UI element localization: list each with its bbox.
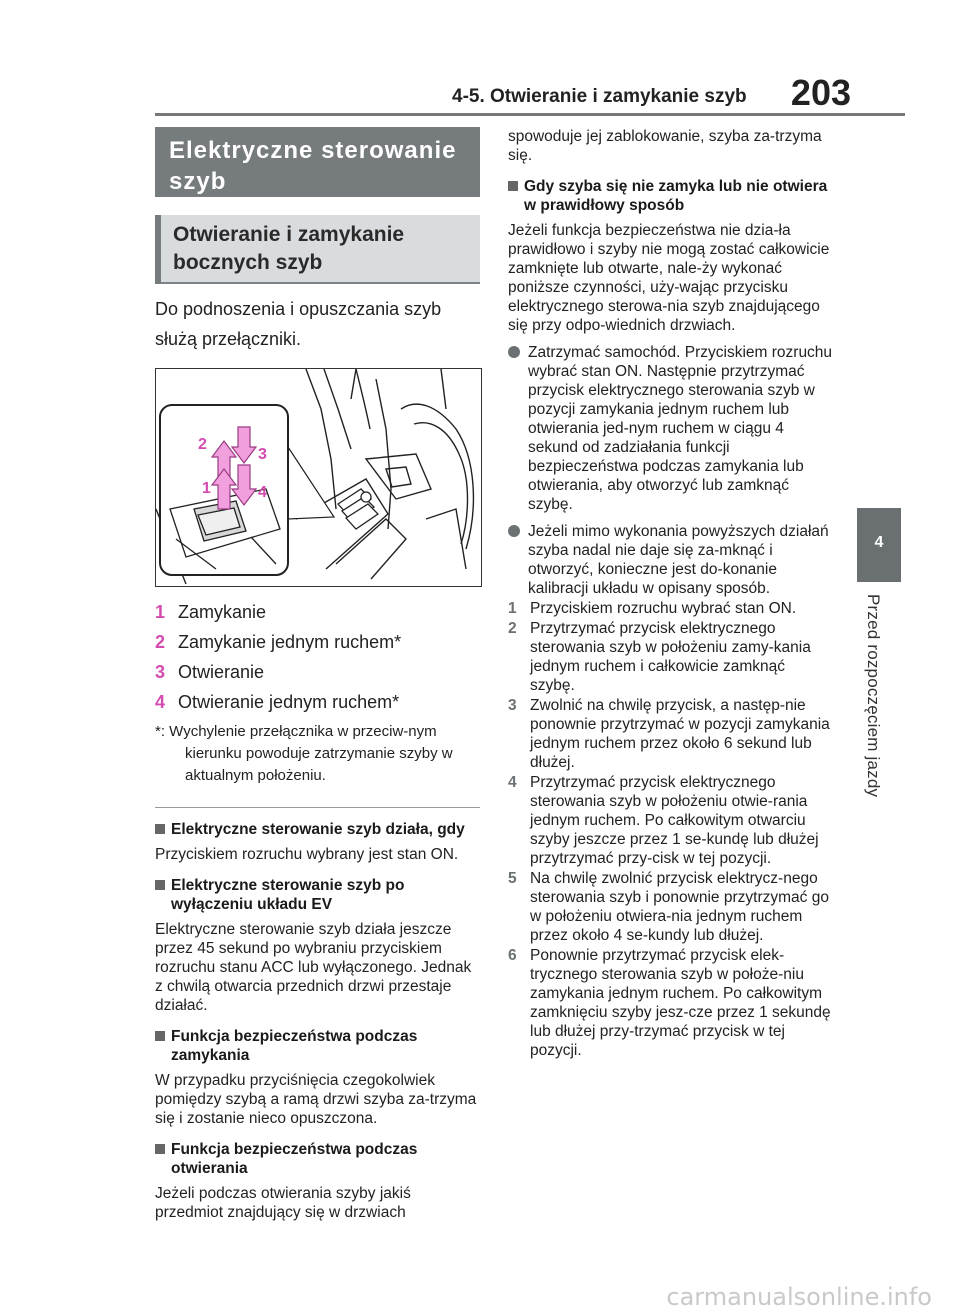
footnote: *: Wychylenie przełącznika w przeciw-nym kierunku powoduje zatrzymanie szyby w aktualnym położeniu. (155, 723, 453, 784)
figure-label-3: 3 (258, 446, 267, 463)
note-heading: Funkcja bezpieczeństwa podczas zamykania (155, 1027, 480, 1065)
chapter-heading: Elektryczne sterowanie szyb (155, 127, 480, 197)
chapter-number: 4 (874, 534, 884, 551)
legend-item: 3 Otwieranie (155, 662, 265, 682)
bullet-item: Jeżeli mimo wykonania powyższych działań szyba nadal nie daje się za-mknąć i otworzyć, konieczne jest do-konanie kalibracji układu w opisany sposób. (508, 522, 833, 598)
chapter-tab (857, 508, 901, 582)
note-text: Jeżeli podczas otwierania szyby jakiś przedmiot znajdujący się w drzwiach (155, 1185, 411, 1221)
square-bullet-icon (508, 181, 518, 191)
note-text: Elektryczne sterowanie szyb działa jeszcze przez 45 sekund po wybraniu przyciskiem rozruchu stanu ACC lub wyłączonego. Jednak z chwilą otwarcia przednich drzwi przestaje działać. (155, 921, 472, 1014)
note-text: Przyciskiem rozruchu wybrany jest stan ON. (155, 846, 459, 863)
note-heading: Funkcja bezpieczeństwa podczas otwierania (155, 1140, 480, 1178)
legend-list (155, 597, 480, 717)
step-item: 4 Przytrzymać przycisk elektrycznego sterowania szyb w położeniu otwie-rania jednym ruchem. Po całkowitym otwarciu szyby jeszcze przez 1 se-kundę lub dłużej przytrzymać przy-cisk w tej pozycji. (508, 774, 819, 867)
watermark: carmanualsonline.info (666, 1283, 932, 1311)
note-heading: Elektryczne sterowanie szyb działa, gdy (155, 820, 480, 839)
section-title: 4-5. Otwieranie i zamykanie szyb (452, 86, 747, 107)
illustration-drawing (156, 369, 481, 586)
step-item: 6 Ponownie przytrzymać przycisk elek-trycznego sterowania szyb w położe-niu zamykania jednym ruchem. Po całkowitym zamknięciu szyby jesz-cze przez 1 sekundę lub dłużej przy-trzymać przycisk w tej pozycji. (508, 947, 831, 1059)
square-bullet-icon (155, 824, 165, 834)
circle-bullet-icon (508, 346, 520, 358)
note-text: W przypadku przyciśnięcia czegokolwiek pomiędzy szybą a ramą drzwi szyba za-trzyma się i zostanie nieco opuszczona. (155, 1072, 477, 1127)
chapter-label: Przed rozpoczęciem jazdy (864, 594, 883, 798)
square-bullet-icon (155, 1031, 165, 1041)
legend-item: 4 Otwieranie jednym ruchem* (155, 692, 400, 712)
figure-label-1: 1 (202, 480, 211, 497)
intro-text: Do podnoszenia i opuszczania szyb służą przełączniki. (155, 299, 442, 349)
square-bullet-icon (155, 880, 165, 890)
page-number: 203 (790, 72, 851, 113)
header-rule (155, 113, 905, 116)
figure-label-4: 4 (258, 484, 267, 501)
bullet-item: Zatrzymać samochód. Przyciskiem rozruchu wybrać stan ON. Następnie przytrzymać przycisk elektrycznego sterowania szyb w pozycji zamykania jednym ruchem lub otwierania jed-nym ruchem w ciągu 4 sekund od zadziałania funkcji bezpieczeństwa podczas zamykania lub otwierania, aby otworzyć lub zamknąć szybę. (508, 343, 833, 514)
continuation-text: spowoduje jej zablokowanie, szyba za-trzyma się. (508, 128, 822, 164)
circle-bullet-icon (508, 525, 520, 537)
section-heading: Otwieranie i zamykanie bocznych szyb (155, 215, 480, 284)
step-item: 1 Przyciskiem rozruchu wybrać stan ON. (508, 600, 797, 617)
step-item: 2 Przytrzymać przycisk elektrycznego sterowania szyb w położeniu zamy-kania jednym ruchem i całkowicie zamknąć szybę. (508, 620, 811, 694)
note-text: Jeżeli funkcja bezpieczeństwa nie dzia-ła prawidłowo i szyby nie mogą zostać całkowicie zamknięte lub otwarte, nale-ży wykonać poniższe czynności, uży-wając przycisku elektrycznego sterowa-nia szyb znajdującego się przy odpo-wiednich drzwiach. (508, 222, 830, 334)
square-bullet-icon (155, 1144, 165, 1154)
legend-item: 1 Zamykanie (155, 602, 267, 622)
step-item: 3 Zwolnić na chwilę przycisk, a następ-nie ponownie przytrzymać w pozycji zamykania jednym ruchem przez około 6 sekund lub dłużej. (508, 697, 830, 771)
figure-label-2: 2 (198, 436, 207, 453)
divider (155, 807, 480, 808)
note-heading: Elektryczne sterowanie szyb po wyłączeniu układu EV (155, 876, 480, 914)
right-column (508, 127, 833, 1060)
step-item: 5 Na chwilę zwolnić przycisk elektrycz-nego sterowania szyb i ponownie przytrzymać go w położeniu otwiera-nia jednym ruchem przez około 4 se-kundy lub dłużej. (508, 870, 829, 944)
legend-item: 2 Zamykanie jednym ruchem* (155, 632, 402, 652)
left-column (155, 127, 480, 1222)
window-switch-illustration (155, 368, 482, 587)
note-heading: Gdy szyba się nie zamyka lub nie otwiera w prawidłowy sposób (508, 177, 833, 215)
page-header (155, 72, 905, 114)
